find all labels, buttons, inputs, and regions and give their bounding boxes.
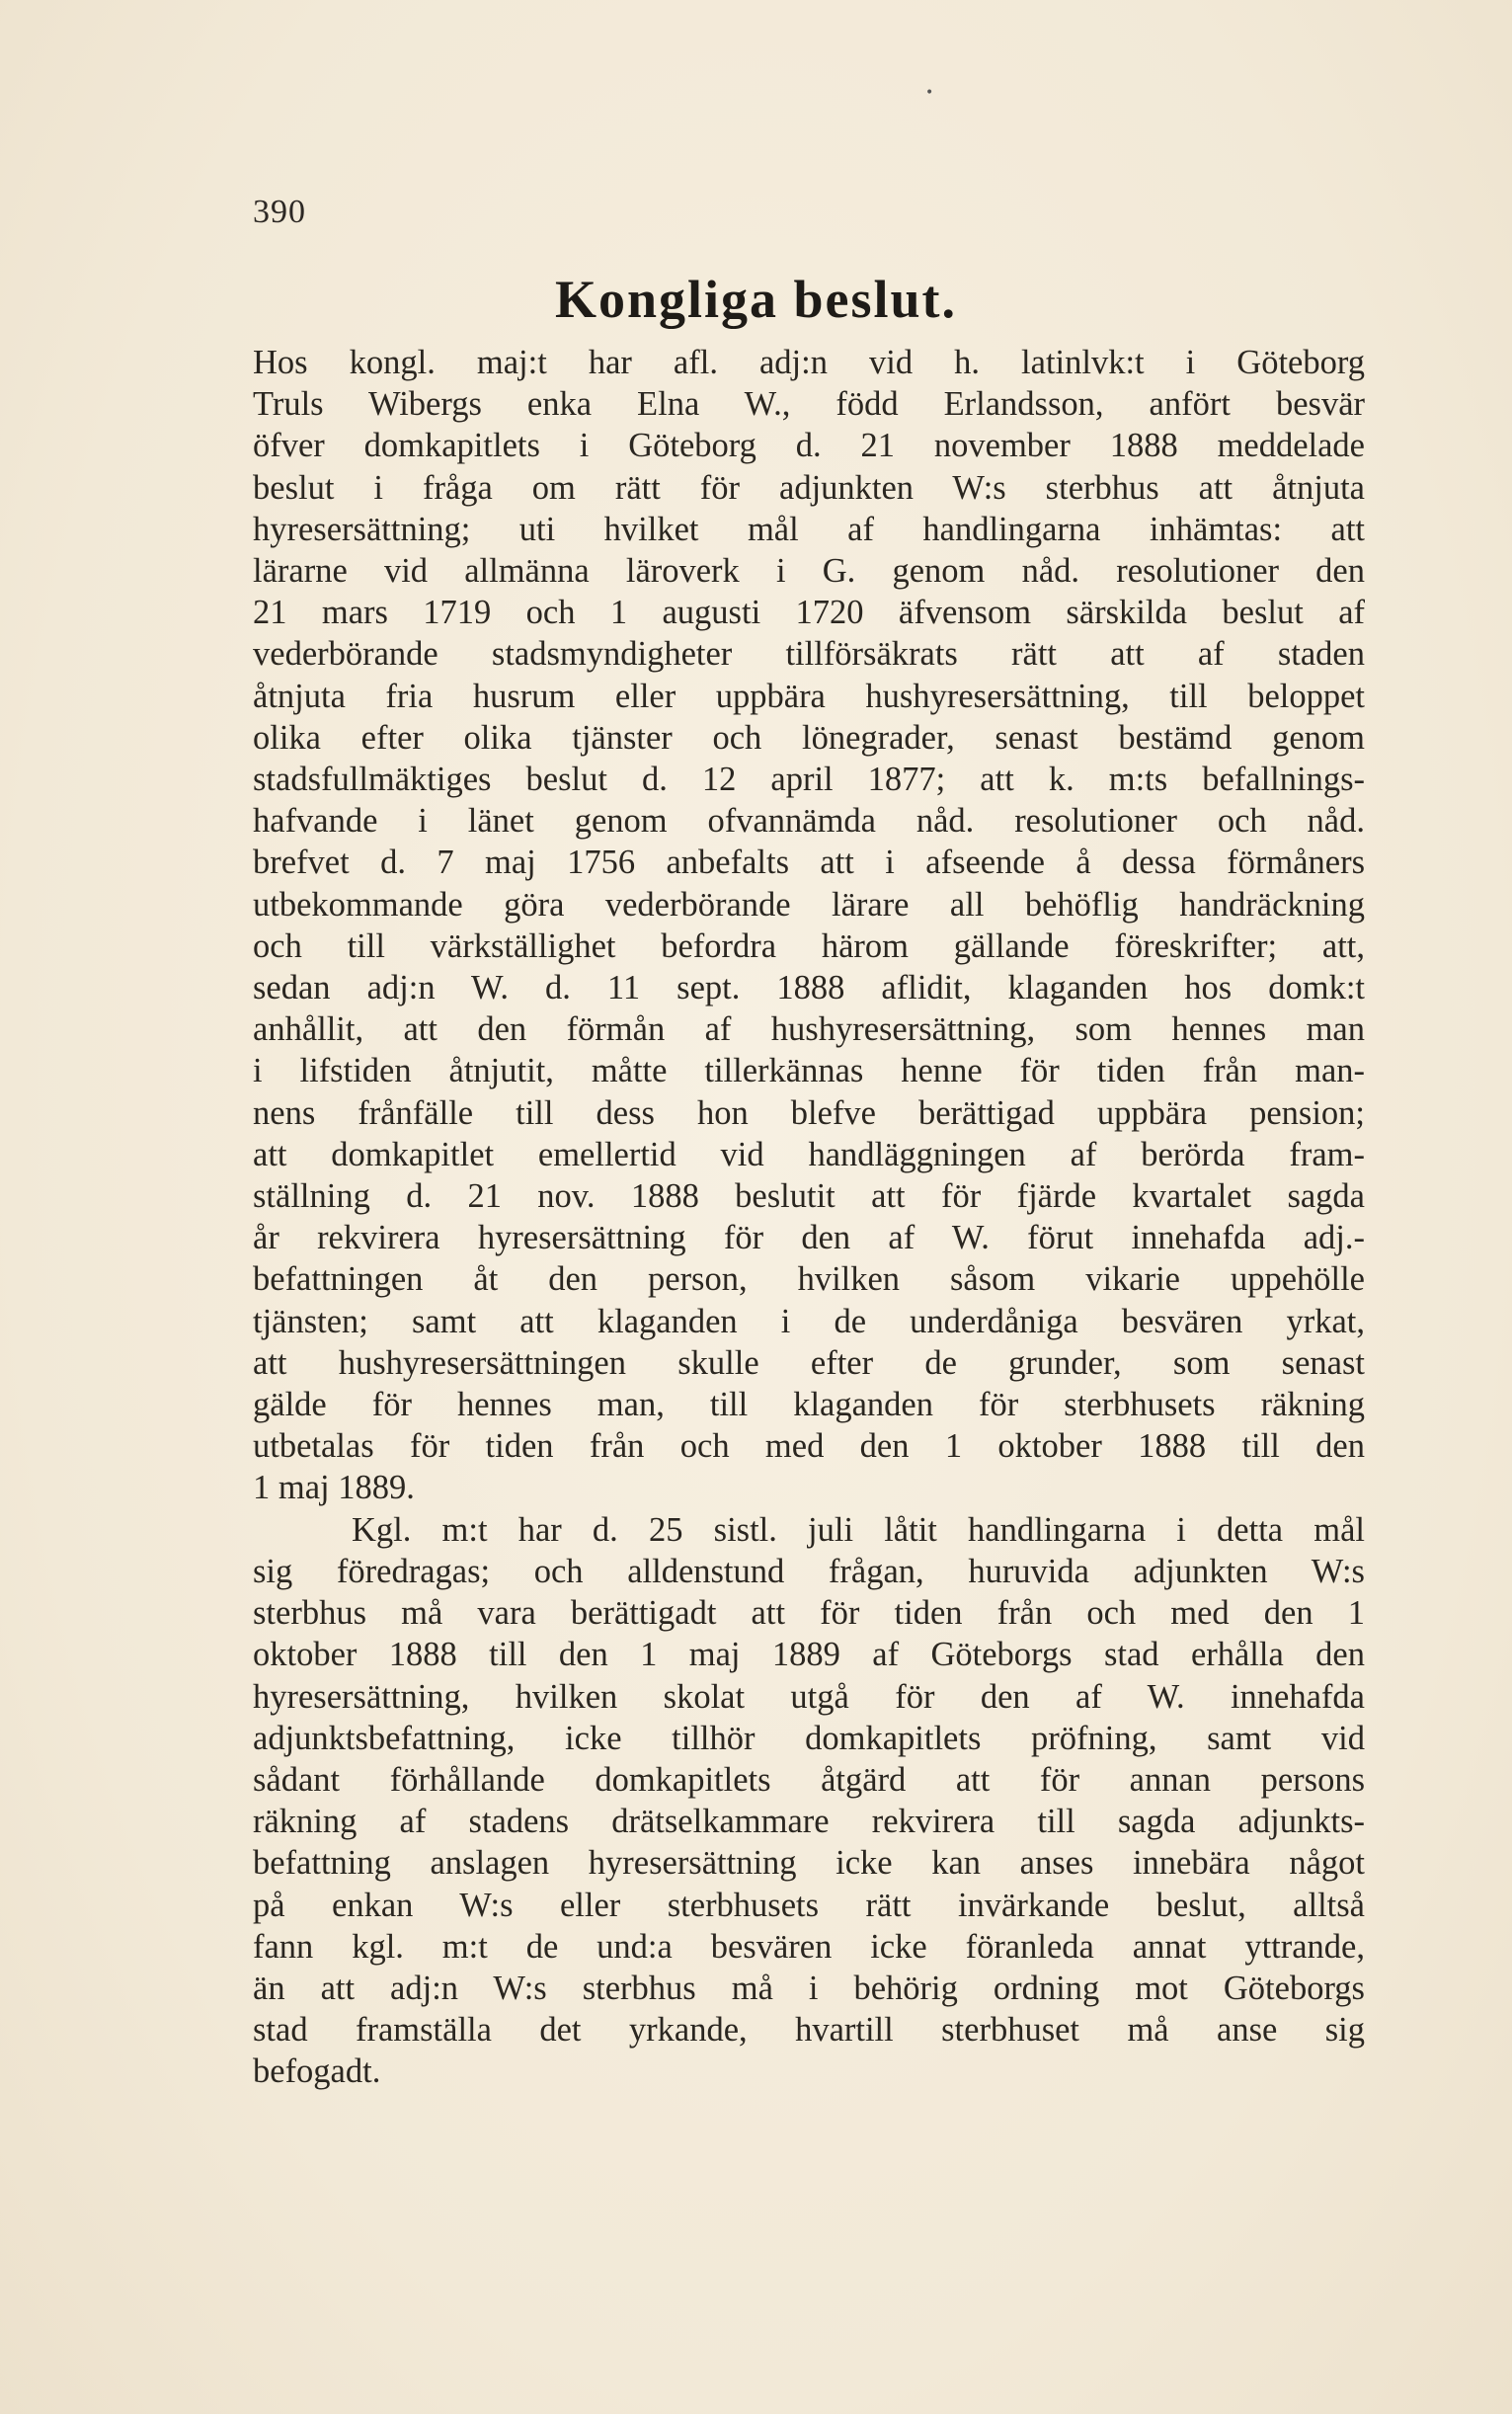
text-line: 21 mars 1719 och 1 augusti 1720 äfvensom särskilda beslut af (253, 594, 1365, 632)
page-title: Kongliga beslut. (554, 270, 958, 329)
text-line: än att adj:n W:s sterbhus må i behörig ordning mot Göteborgs (253, 1969, 1365, 2007)
text-line: beslut i fråga om rätt för adjunkten W:s sterbhus att åtnjuta (253, 468, 1365, 507)
text-line: att hushyresersättningen skulle efter de grunder, som senast (253, 1343, 1365, 1382)
text-line: lärarne vid allmänna läroverk i G. genom nåd. resolutioner den (253, 552, 1365, 591)
text-line: 1 maj 1889. (253, 1469, 415, 1507)
text-line: Hos kongl. maj:t har afl. adj:n vid h. latinlvk:t i Göteborg (253, 344, 1365, 381)
text-line: oktober 1888 till den 1 maj 1889 af Göteborgs stad erhålla den (253, 1636, 1365, 1674)
text-line: åtnjuta fria husrum eller uppbära hushyresersättning, till beloppet (253, 677, 1365, 715)
text-line: hyresersättning, hvilken skolat utgå för den af W. innehafda (253, 1677, 1365, 1716)
printer-mark: • (925, 85, 934, 101)
text-line: hafvande i länet genom ofvannämda nåd. resolutioner och nåd. (253, 802, 1365, 841)
text-line: anhållit, att den förmån af hushyresersättning, som hennes man (253, 1010, 1365, 1049)
text-line: befogadt. (253, 2052, 381, 2091)
text-line: räkning af stadens drätselkammare rekvirera till sagda adjunkts- (253, 1803, 1365, 1841)
text-line: sedan adj:n W. d. 11 sept. 1888 aflidit, klaganden hos domk:t (253, 969, 1365, 1007)
text-line: gälde för hennes man, till klaganden för sterbhusets räkning (253, 1386, 1365, 1424)
text-line: stad framställa det yrkande, hvartill sterbhuset må anse sig (253, 2011, 1365, 2050)
text-line: sig föredragas; och alldenstund frågan, huruvida adjunkten W:s (253, 1552, 1365, 1590)
text-line: att domkapitlet emellertid vid handläggningen af berörda fram- (253, 1135, 1365, 1173)
text-line: på enkan W:s eller sterbhusets rätt invärkande beslut, alltså (253, 1886, 1365, 1924)
text-line: vederbörande stadsmyndigheter tillförsäkrats rätt att af staden (253, 635, 1365, 674)
paragraph-1 (253, 342, 1365, 1509)
text-line: befattning anslagen hyresersättning icke kan anses innebära något (253, 1844, 1365, 1883)
text-line: adjunktsbefattning, icke tillhör domkapitlets pröfning, samt vid (253, 1719, 1365, 1757)
text-line: fann kgl. m:t de und:a besvären icke föranleda annat yttrande, (253, 1927, 1365, 1966)
text-line: ställning d. 21 nov. 1888 beslutit att för fjärde kvartalet sagda (253, 1177, 1365, 1216)
text-line: och till värkställighet befordra härom gällande föreskrifter; att, (253, 926, 1365, 965)
text-line: utbekommande göra vederbörande lärare all behöflig handräckning (253, 885, 1365, 924)
text-line: i lifstiden åtnjutit, måtte tillerkännas henne för tiden från man- (253, 1052, 1365, 1090)
paragraph-2 (253, 1509, 1365, 2093)
body-text (253, 342, 1365, 2093)
text-line: Kgl. m:t har d. 25 sistl. juli låtit handlingarna i detta mål (352, 1510, 1365, 1549)
text-line: sådant förhållande domkapitlets åtgärd att för annan persons (253, 1760, 1365, 1799)
text-line: nens frånfälle till dess hon blefve berättigad uppbära pension; (253, 1093, 1365, 1132)
text-line: stadsfullmäktiges beslut d. 12 april 1877; att k. m:ts befallnings- (253, 761, 1365, 799)
text-line: tjänsten; samt att klaganden i de underdåniga besvären yrkat, (253, 1302, 1365, 1340)
text-line: öfver domkapitlets i Göteborg d. 21 november 1888 meddelade (253, 427, 1365, 465)
text-line: år rekvirera hyresersättning för den af W. förut innehafda adj.- (253, 1219, 1365, 1257)
page-number: 390 (253, 194, 306, 230)
text-line: befattningen åt den person, hvilken såsom vikarie uppehölle (253, 1260, 1365, 1299)
text-line: Truls Wibergs enka Elna W., född Erlandsson, anfört besvär (253, 385, 1365, 424)
text-line: sterbhus må vara berättigadt att för tiden från och med den 1 (253, 1594, 1365, 1633)
text-line: hyresersättning; uti hvilket mål af handlingarna inhämtas: att (253, 510, 1365, 548)
text-line: utbetalas för tiden från och med den 1 oktober 1888 till den (253, 1427, 1365, 1466)
text-line: olika efter olika tjänster och lönegrader, senast bestämd genom (253, 718, 1365, 757)
text-line: brefvet d. 7 maj 1756 anbefalts att i afseende å dessa förmåners (253, 844, 1365, 882)
